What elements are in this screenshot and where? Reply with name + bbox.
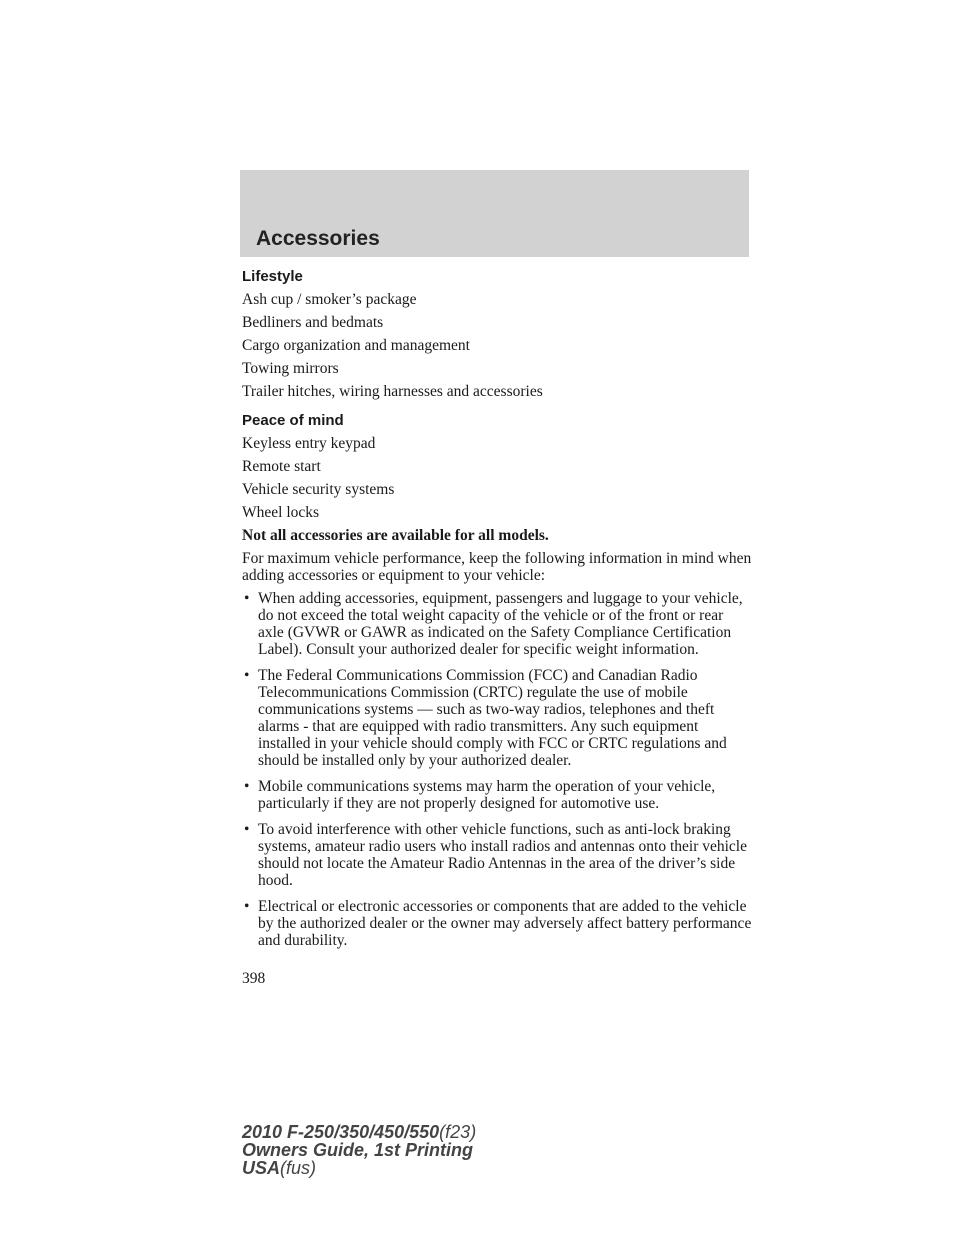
footer-region-code: (fus)	[280, 1158, 317, 1178]
bullet-text: Electrical or electronic accessories or components that are added to the vehicle by the authorized dealer or the owner may adversely affect battery performance and durability.	[258, 898, 752, 949]
footer-line	[242, 1123, 476, 1141]
section-lifestyle	[242, 268, 752, 400]
footer-model: 2010 F-250/350/450/550	[242, 1122, 440, 1142]
bullet-text: The Federal Communications Commission (FCC) and Canadian Radio Telecommunications Commission (CRTC) regulate the use of mobile communications systems — such as two-way radios, telephones and theft alarms - that are equipped with radio transmitters. Any such equipment installed in your vehicle should comply with FCC or CRTC regulations and should be installed only by your authorized dealer.	[258, 667, 727, 769]
footer-imprint	[242, 1123, 476, 1177]
list-item: Trailer hitches, wiring harnesses and accessories	[242, 383, 543, 400]
bullet-list	[242, 590, 752, 949]
list-item: Vehicle security systems	[242, 481, 395, 498]
bullet-text: Mobile communications systems may harm the operation of your vehicle, particularly if they are not properly designed for automotive use.	[258, 778, 716, 812]
bullet-item	[242, 778, 752, 812]
section-peace-of-mind	[242, 412, 752, 521]
bullet-item	[242, 667, 752, 769]
list-item: Cargo organization and management	[242, 337, 470, 354]
list-item: Ash cup / smoker’s package	[242, 291, 417, 308]
bullet-icon: •	[244, 821, 250, 838]
bullet-text: When adding accessories, equipment, passengers and luggage to your vehicle, do not exceed the total weight capacity of the vehicle or of the front or rear axle (GVWR or GAWR as indicated on the Safety Compliance Certification Label). Consult your authorized dealer for specific weight information.	[258, 590, 743, 658]
bullet-text: To avoid interference with other vehicle functions, such as anti-lock braking systems, amateur radio users who install radios and antennas onto their vehicle should not locate the Amateur Radio Antennas in the area of the driver’s side hood.	[258, 821, 747, 889]
footer-line: Owners Guide, 1st Printing	[242, 1140, 474, 1160]
list-item: Remote start	[242, 458, 321, 475]
bullet-item	[242, 821, 752, 889]
bullet-icon: •	[244, 667, 250, 684]
page-number: 398	[242, 970, 266, 987]
chapter-header-band	[240, 170, 749, 257]
bullet-icon: •	[244, 778, 250, 795]
bullet-item	[242, 898, 752, 949]
bullet-icon: •	[244, 590, 250, 607]
page-content	[242, 268, 752, 958]
list-item: Towing mirrors	[242, 360, 339, 377]
list-item: Wheel locks	[242, 504, 320, 521]
intro-paragraph: For maximum vehicle performance, keep the following information in mind when adding accessories or equipment to your vehicle:	[242, 550, 752, 584]
footer-region: USA	[242, 1158, 281, 1178]
footer-model-code: (f23)	[439, 1122, 477, 1142]
footer-line	[242, 1159, 476, 1177]
list-item: Keyless entry keypad	[242, 435, 376, 452]
list-item: Bedliners and bedmats	[242, 314, 384, 331]
bullet-icon: •	[244, 898, 250, 915]
availability-note: Not all accessories are available for all models.	[242, 527, 549, 544]
section-heading: Peace of mind	[242, 412, 344, 429]
bullet-item	[242, 590, 752, 658]
section-heading: Lifestyle	[242, 268, 303, 285]
chapter-title: Accessories	[256, 227, 380, 250]
